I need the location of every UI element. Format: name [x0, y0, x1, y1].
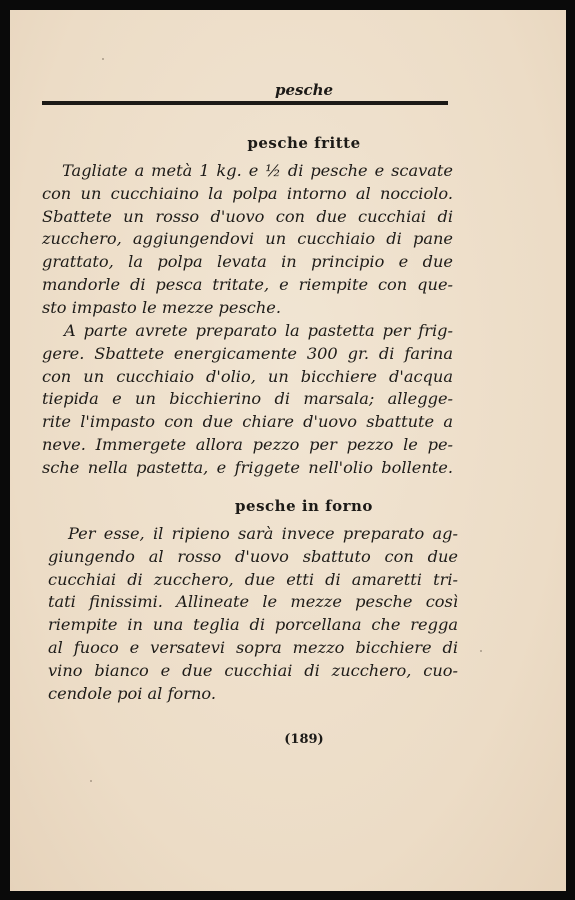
text-line: vino bianco e due cucchiai di zucchero, cuo- — [48, 660, 458, 680]
paragraph-forno-1 — [48, 523, 458, 705]
section-title-pesche-in-forno: pesche in forno — [235, 497, 373, 515]
text-line: sche nella pastetta, e friggete nell'olio bollente. — [42, 457, 453, 477]
text-line: neve. Immergete allora pezzo per pezzo le pe- — [42, 434, 453, 454]
paper-speck — [102, 58, 104, 60]
text-line: riempite in una teglia di porcellana che regga — [48, 615, 458, 635]
text-line: Sbattete un rosso d'uovo con due cucchiai di — [42, 206, 453, 226]
text-line: zucchero, aggiungendovi un cucchiaio di pane — [42, 229, 453, 249]
text-line: al fuoco e versatevi sopra mezzo bicchiere di — [48, 637, 458, 657]
text-line: tati finissimi. Allineate le mezze pesche così — [48, 592, 458, 612]
text-line: Tagliate a metà 1 kg. e ½ di pesche e scavate — [62, 161, 453, 180]
paragraph-fritte-1 — [42, 160, 453, 320]
paragraph-fritte-2 — [42, 320, 453, 480]
text-line: cendole poi al forno. — [48, 683, 216, 703]
text-line: giungendo al rosso d'uovo sbattuto con due — [48, 546, 458, 566]
text-line: mandorle di pesca tritate, e riempite con que- — [42, 274, 453, 294]
text-line: grattato, la polpa levata in principio e due — [42, 252, 453, 272]
paper-speck — [90, 780, 92, 782]
paper-speck — [480, 650, 482, 652]
text-line: Per esse, il ripieno sarà invece preparato ag- — [68, 524, 458, 543]
book-page — [10, 10, 566, 891]
text-line: gere. Sbattete energicamente 300 gr. di farina — [42, 343, 453, 363]
header-rule — [42, 101, 448, 105]
running-head: pesche — [274, 81, 334, 99]
text-line: A parte avrete preparato la pastetta per frig- — [64, 321, 453, 340]
text-line: sto impasto le mezze pesche. — [42, 297, 282, 317]
page-number: (189) — [284, 732, 324, 747]
text-line: rite l'impasto con due chiare d'uovo sbattute a — [42, 412, 453, 432]
section-title-pesche-fritte: pesche fritte — [247, 134, 361, 152]
text-line: con un cucchiaino la polpa intorno al nocciolo. — [42, 183, 453, 203]
text-line: cucchiai di zucchero, due etti di amaretti tri- — [48, 569, 458, 589]
text-line: tiepida e un bicchierino di marsala; allegge- — [42, 389, 453, 409]
text-line: con un cucchiaio d'olio, un bicchiere d'acqua — [42, 366, 453, 386]
